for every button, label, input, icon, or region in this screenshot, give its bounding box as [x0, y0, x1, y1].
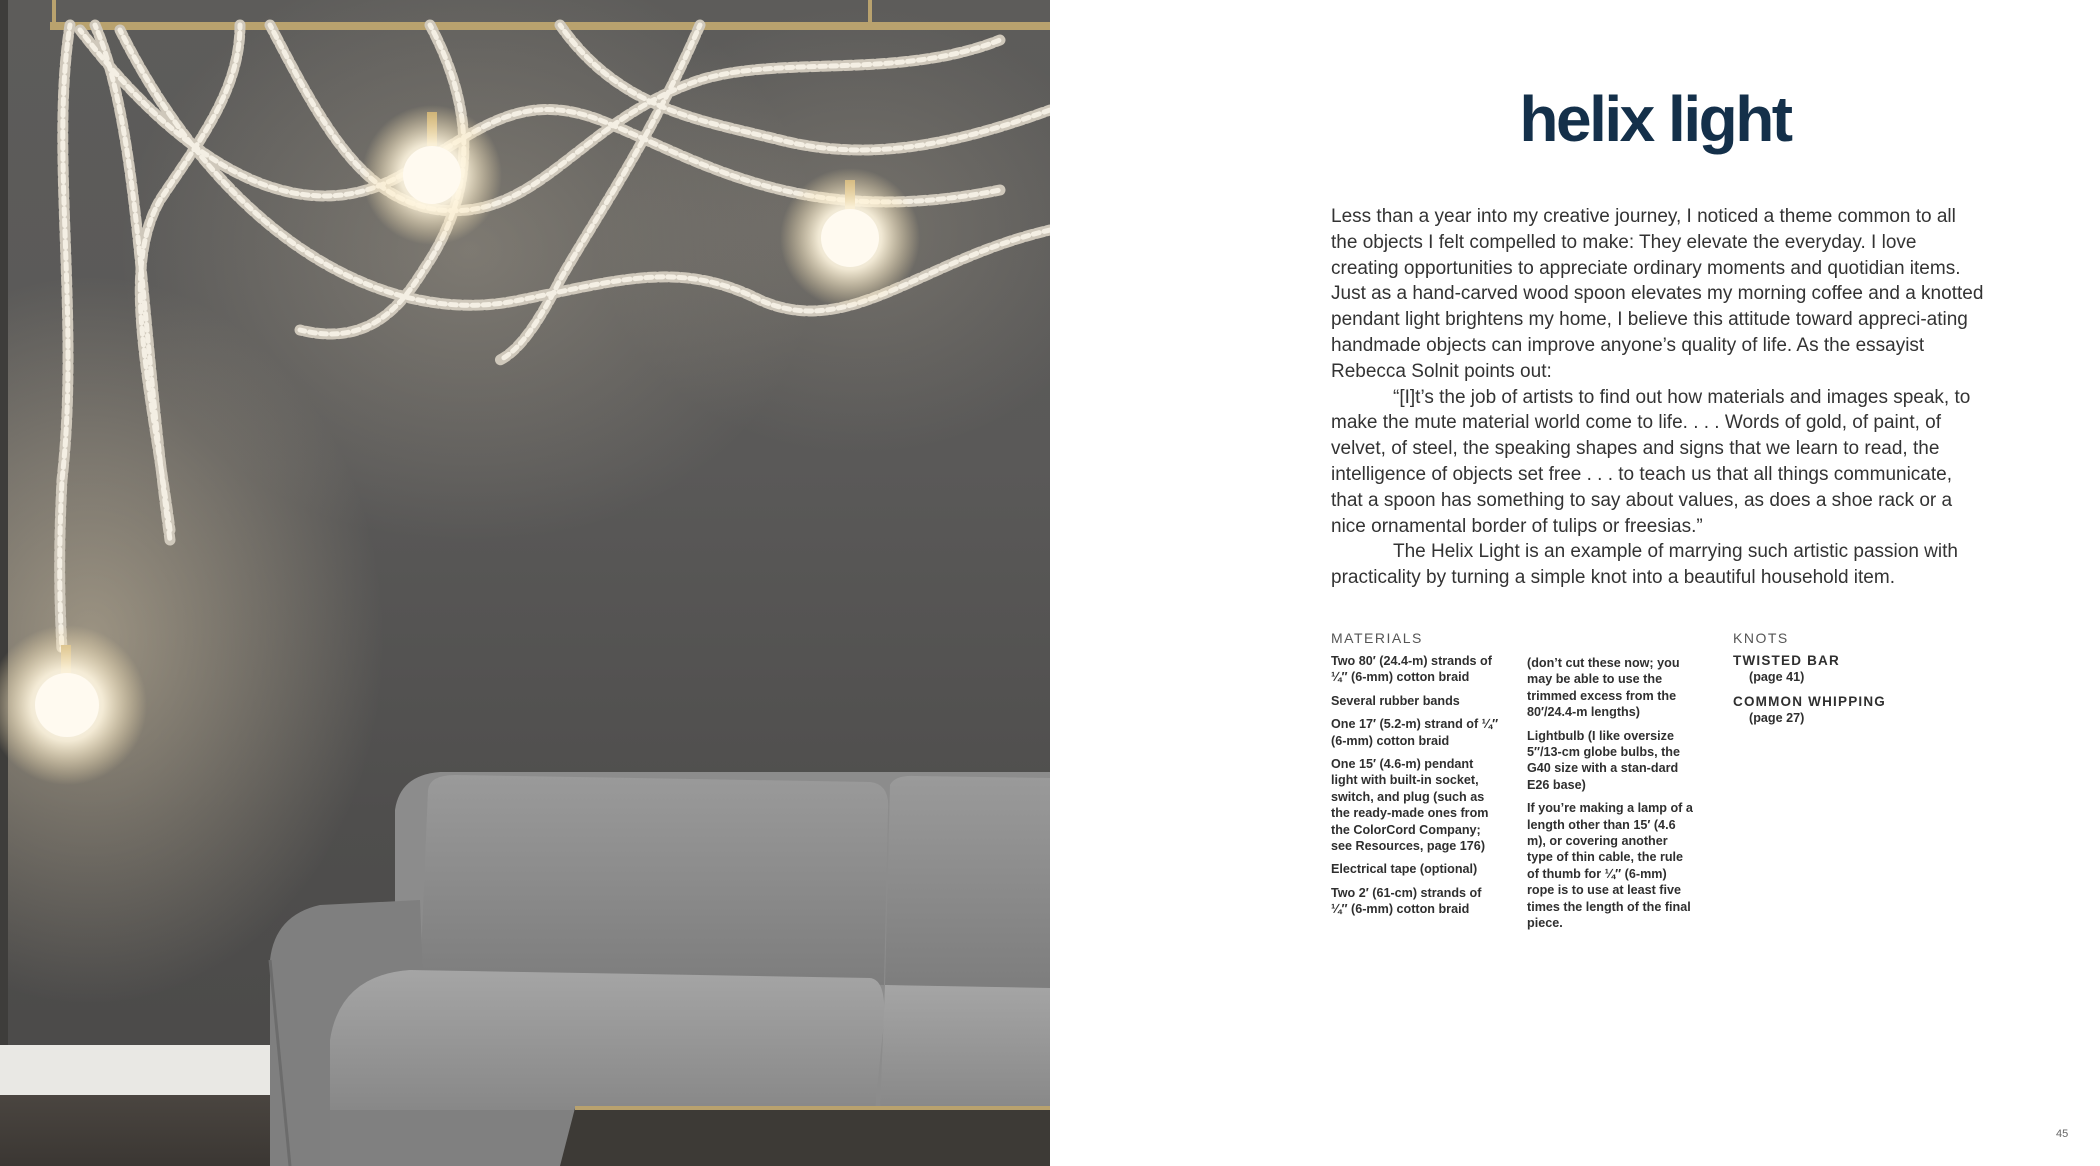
- materials-item: Two 80′ (24.4-m) strands of ¼″ (6-mm) cotton braid: [1331, 654, 1492, 685]
- materials-item: One 15′ (4.6-m) pendant light with built-in socket, switch, and plug (such as the ready-made ones from the ColorCord Company; see Resources, page 176): [1331, 757, 1489, 854]
- body-paragraph: The Helix Light is an example of marrying such artistic passion with practicality by turning a simple knot into a beautiful household item.: [1331, 541, 1958, 589]
- materials-item: Electrical tape (optional): [1331, 862, 1478, 877]
- body-paragraph: Less than a year into my creative journey, I noticed a theme common to all the objects I felt compelled to make: They elevate the everyday. I love creating opportunities to appreciate ordinary moments and quotidian items. Just as a hand-carved wood spoon elevates my morning coffee and a knotted pendant light brightens my home, I believe this attitude toward appreci-ating handmade objects can improve anyone’s quality of life. As the essayist Rebecca Solnit points out:: [1331, 206, 1984, 382]
- coffee-table: [560, 1108, 1050, 1166]
- page-number: 45: [2056, 1128, 2069, 1140]
- knots-heading: KNOTS: [1733, 630, 1789, 646]
- rod-bracket: [868, 0, 872, 24]
- macrame-ropes: [60, 25, 1050, 650]
- materials-note: If you’re making a lamp of a length other than 15′ (4.6 m), or covering another type of thin cable, the rule of thumb for ¼″ (6-mm) rope is to use at least five times the length of the final piece.: [1527, 801, 1693, 931]
- brass-rod: [50, 22, 1050, 30]
- materials-column-1: [1331, 653, 1501, 925]
- knot-name: COMMON WHIPPING: [1733, 694, 1886, 709]
- knots-list: [1733, 652, 1953, 734]
- page-title: helix light: [1519, 83, 1791, 155]
- materials-heading: MATERIALS: [1331, 630, 1423, 646]
- pendant-bulb: [362, 105, 502, 245]
- materials-item: Lightbulb (I like oversize 5″/13-cm globe bulbs, the G40 size with a stan-dard E26 base): [1527, 728, 1680, 792]
- pendant-bulb: [0, 625, 147, 785]
- rod-bracket: [52, 0, 56, 24]
- pendant-bulb: [780, 168, 920, 308]
- knot-name: TWISTED BAR: [1733, 653, 1840, 668]
- materials-item: Several rubber bands: [1331, 693, 1460, 708]
- body-text: [1331, 204, 1985, 591]
- materials-column-2: [1527, 655, 1697, 939]
- materials-item: (don’t cut these now; you may be able to use the trimmed excess from the 80′/24.4-m lengths): [1527, 656, 1680, 720]
- materials-item: One 17′ (5.2-m) strand of ¼″ (6-mm) cotton braid: [1331, 717, 1499, 748]
- knot-page-ref: (page 41): [1749, 670, 1805, 684]
- quote-paragraph: “[I]t’s the job of artists to find out how materials and images speak, to make the mute material world come to life. . . . Words of gold, of paint, of velvet, of steel, the speaking shapes and signs that we learn to read, the intelligence of objects set free . . . to teach us that all things communicate, that a spoon has something to say about values, as does a shoe rack or a nice ornamental border of tulips or freesias.”: [1331, 386, 1971, 537]
- knot-page-ref: (page 27): [1749, 711, 1805, 725]
- materials-item: Two 2′ (61-cm) strands of ¼″ (6-mm) cotton braid: [1331, 885, 1482, 917]
